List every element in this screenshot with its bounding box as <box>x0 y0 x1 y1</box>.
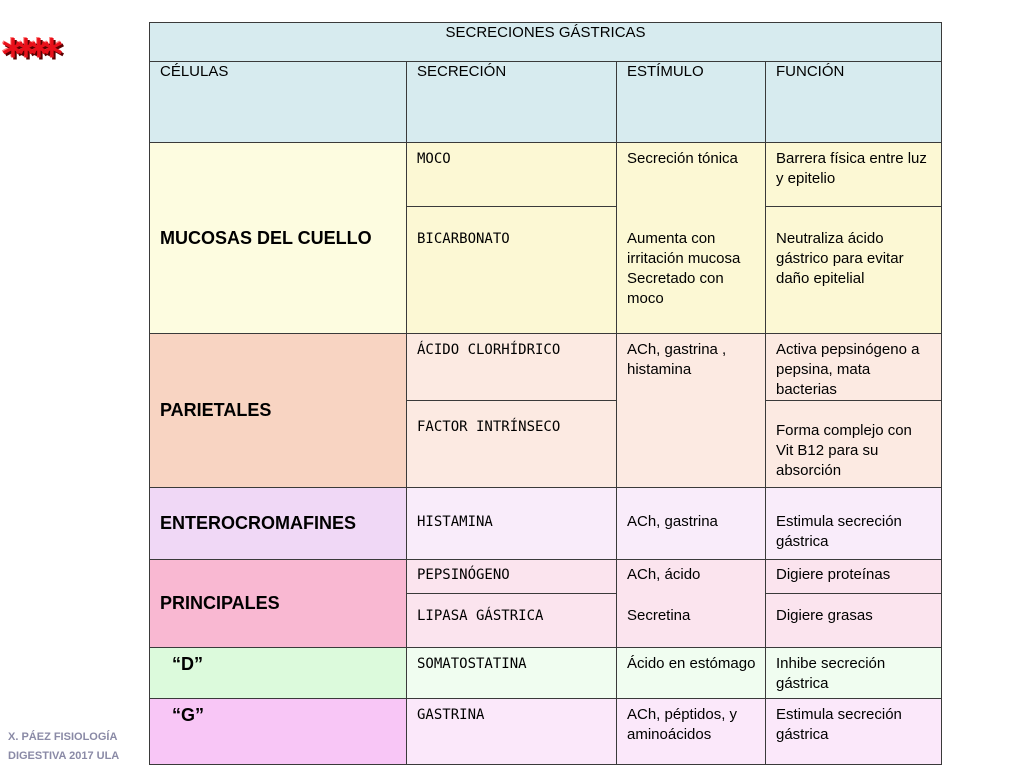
function-factor: Forma complejo con Vit B12 para su absorción <box>776 422 912 479</box>
header-secrecion: SECRECIÓN <box>407 62 617 143</box>
cell-parietales: PARIETALES <box>150 334 407 488</box>
secretion-bicarbonato: BICARBONATO <box>417 231 510 247</box>
cell-enterocromafines: ENTEROCROMAFINES <box>150 488 407 560</box>
stimulus-histamina: ACh, gastrina <box>627 513 718 530</box>
secretion-pepsinogeno: PEPSINÓGENO <box>417 567 510 583</box>
stimulus-lipasa: Secretina <box>627 606 691 624</box>
gastric-secretions-table <box>149 22 942 765</box>
function-hcl: Activa pepsinógeno a pepsina, mata bacterias <box>776 341 920 398</box>
cell-mucosas: MUCOSAS DEL CUELLO <box>150 143 407 334</box>
cell-g: “G” <box>150 699 407 765</box>
secretion-hcl: ÁCIDO CLORHÍDRICO <box>417 342 561 358</box>
function-gastrina: Estimula secreción gástrica <box>776 706 902 743</box>
table-row <box>150 143 942 207</box>
header-estimulo: ESTÍMULO <box>617 62 766 143</box>
function-bicarbonato: Neutraliza ácido gástrico para evitar daño epitelial <box>776 230 904 287</box>
stimulus-moco: Secreción tónica <box>627 150 738 167</box>
cell-d: “D” <box>150 648 407 699</box>
table-row <box>150 334 942 401</box>
header-funcion: FUNCIÓN <box>766 62 942 143</box>
cell-principales: PRINCIPALES <box>150 560 407 648</box>
stimulus-factor <box>617 401 765 407</box>
table-title: SECRECIONES GÁSTRICAS <box>150 23 942 62</box>
secretion-somatostatina: SOMATOSTATINA <box>417 656 527 672</box>
secretion-histamina: HISTAMINA <box>417 514 493 530</box>
stars-decoration: **** <box>2 30 54 79</box>
footer-line-1: X. PÁEZ FISIOLOGÍA <box>8 731 118 743</box>
stimulus-somatostatina: Ácido en estómago <box>627 655 756 672</box>
secretion-gastrina: GASTRINA <box>417 707 485 723</box>
stimulus-bicarbonato: Aumenta con irritación mucosa Secretado con moco <box>627 229 741 307</box>
stimulus-hcl: ACh, gastrina , histamina <box>627 341 727 378</box>
secretion-moco: MOCO <box>417 151 451 167</box>
table-row <box>150 560 942 594</box>
secretion-factor: FACTOR INTRÍNSECO <box>417 419 561 435</box>
table-row <box>150 648 942 699</box>
table-row <box>150 699 942 765</box>
table-row <box>150 488 942 560</box>
function-somatostatina: Inhibe secreción gástrica <box>776 655 886 692</box>
function-pepsinogeno: Digiere proteínas <box>776 566 891 583</box>
function-lipasa: Digiere grasas <box>776 607 873 624</box>
function-histamina: Estimula secreción gástrica <box>776 513 902 550</box>
footer-line-2: DIGESTIVA 2017 ULA <box>8 750 120 762</box>
stimulus-pepsinogeno: ACh, ácido <box>627 566 701 583</box>
function-moco: Barrera física entre luz y epitelio <box>776 150 927 187</box>
footer-credit <box>8 728 119 766</box>
secretion-lipasa: LIPASA GÁSTRICA <box>417 608 544 624</box>
stimulus-gastrina: ACh, péptidos, y aminoácidos <box>627 706 738 743</box>
header-celulas: CÉLULAS <box>150 62 407 143</box>
